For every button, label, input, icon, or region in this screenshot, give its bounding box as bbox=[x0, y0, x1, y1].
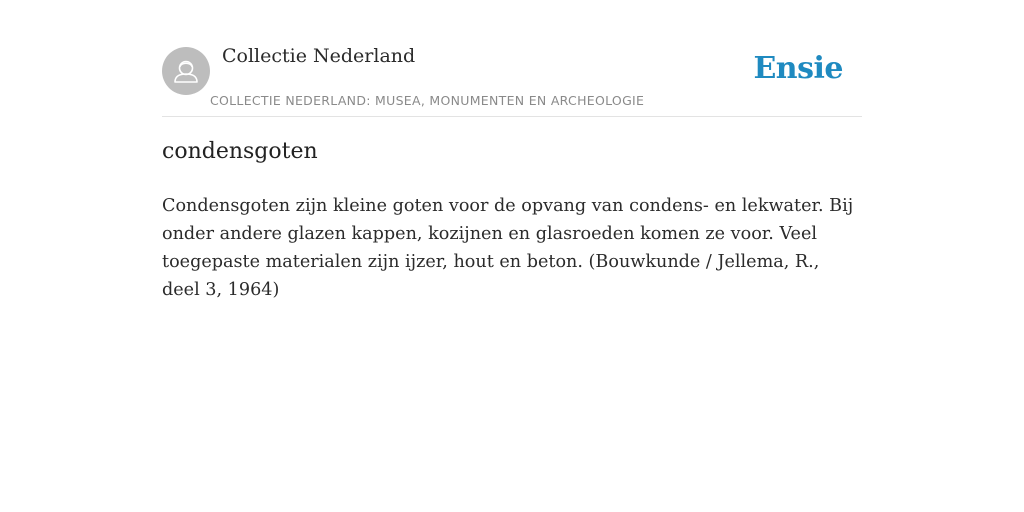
page-title: condensgoten bbox=[162, 139, 318, 164]
article-body: Condensgoten zijn kleine goten voor de opvang van condens- en lekwater. Bij onder andere glazen kappen, kozijnen en glasroeden komen ze voor. Veel toegepaste materialen zijn ijzer, hout en beton. (Bouwkunde / Jellema, R., deel 3, 1964) bbox=[162, 196, 854, 300]
user-silhouette-icon bbox=[162, 47, 210, 95]
author-name-link[interactable]: Collectie Nederland bbox=[222, 45, 416, 67]
brand-logo[interactable]: Ensie bbox=[753, 51, 843, 86]
header bbox=[162, 44, 862, 117]
author-subtitle-link[interactable]: COLLECTIE NEDERLAND: MUSEA, MONUMENTEN EN ARCHEOLOGIE bbox=[210, 93, 645, 108]
avatar[interactable] bbox=[162, 47, 210, 95]
